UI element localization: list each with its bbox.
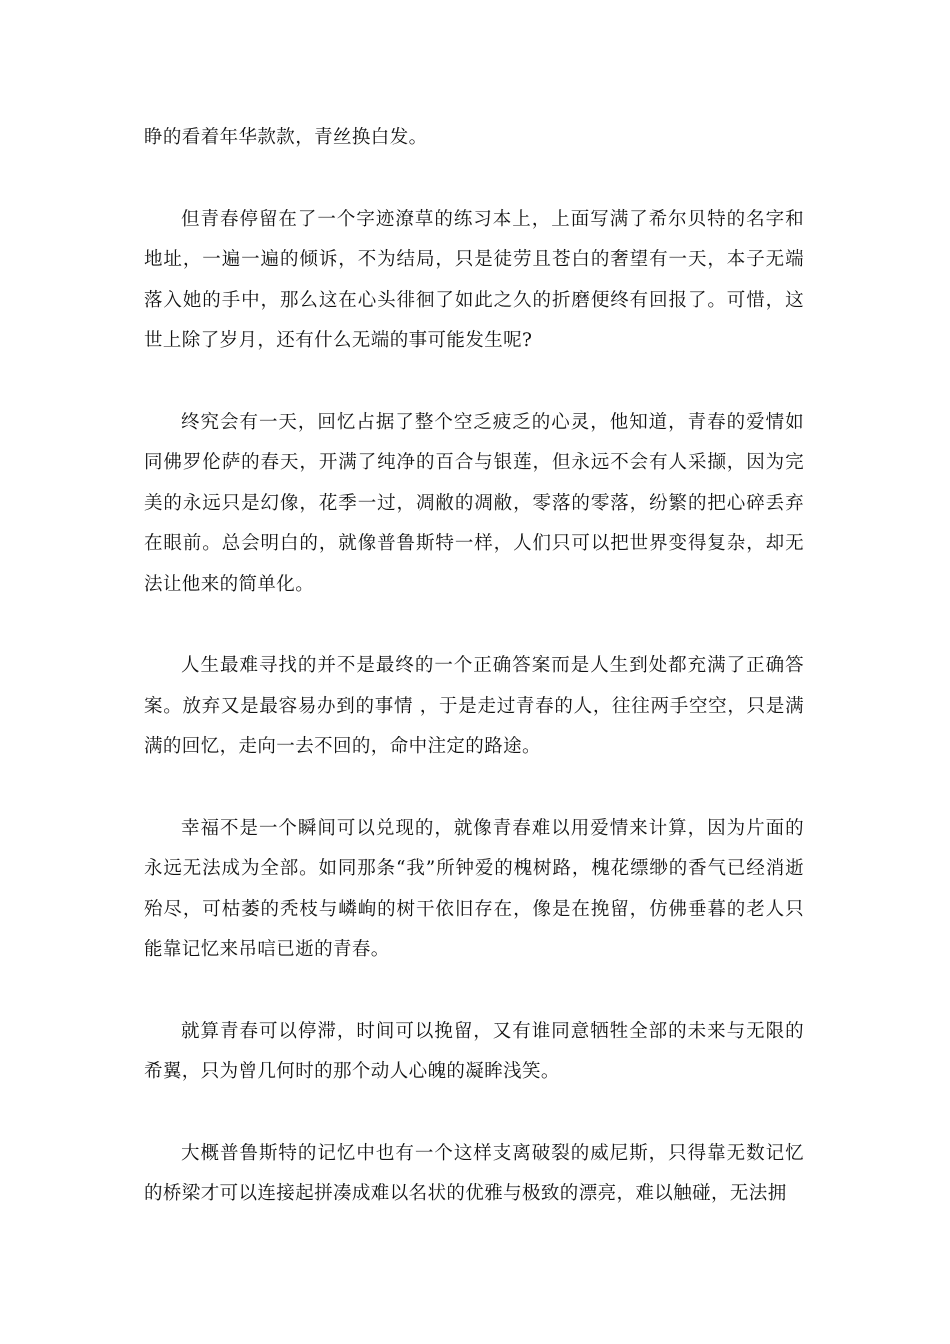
- paragraph-4: 人生最难寻找的并不是最终的一个正确答案而是人生到处都充满了正确答案。放弃又是最容易办到的事情 ，于是走过青春的人，往往两手空空，只是满满的回忆，走向一去不回的，命中注定的路途。: [144, 655, 804, 757]
- paragraph-2: 但青春停留在了一个字迹潦草的练习本上，上面写满了希尔贝特的名字和地址，一遍一遍的倾诉，不为结局，只是徒劳且苍白的奢望有一天，本子无端落入她的手中，那么这在心头徘徊了如此之久的折磨便终有回报了。可惜，这世上除了岁月，还有什么无端的事可能发生呢?: [144, 208, 804, 351]
- paragraph-5: 幸福不是一个瞬间可以兑现的，就像青春难以用爱情来计算，因为片面的永远无法成为全部。如同那条“我”所钟爱的槐树路，槐花缥缈的香气已经消逝殆尽，可枯萎的秃枝与嶙峋的树干依旧存在，像是在挽留，仿佛垂暮的老人只能靠记忆来吊唁已逝的青春。: [144, 817, 804, 960]
- paragraph-7: 大概普鲁斯特的记忆中也有一个这样支离破裂的威尼斯，只得靠无数记忆的桥梁才可以连接起拼凑成难以名状的优雅与极致的漂亮，难以触碰，无法拥: [144, 1142, 804, 1204]
- document-body: [144, 118, 804, 1215]
- paragraph-1: 睁的看着年华款款，青丝换白发。: [144, 127, 428, 148]
- paragraph-6: 就算青春可以停滞，时间可以挽留，又有谁同意牺牲全部的未来与无限的希翼，只为曾几何时的那个动人心魄的凝眸浅笑。: [144, 1020, 804, 1082]
- paragraph-3: 终究会有一天，回忆占据了整个空乏疲乏的心灵，他知道，青春的爱情如同佛罗伦萨的春天，开满了纯净的百合与银莲，但永远不会有人采撷，因为完美的永远只是幻像，花季一过，凋敝的凋敝，零落的零落，纷繁的把心碎丢弃在眼前。总会明白的，就像普鲁斯特一样，人们只可以把世界变得复杂，却无法让他来的简单化。: [144, 411, 804, 595]
